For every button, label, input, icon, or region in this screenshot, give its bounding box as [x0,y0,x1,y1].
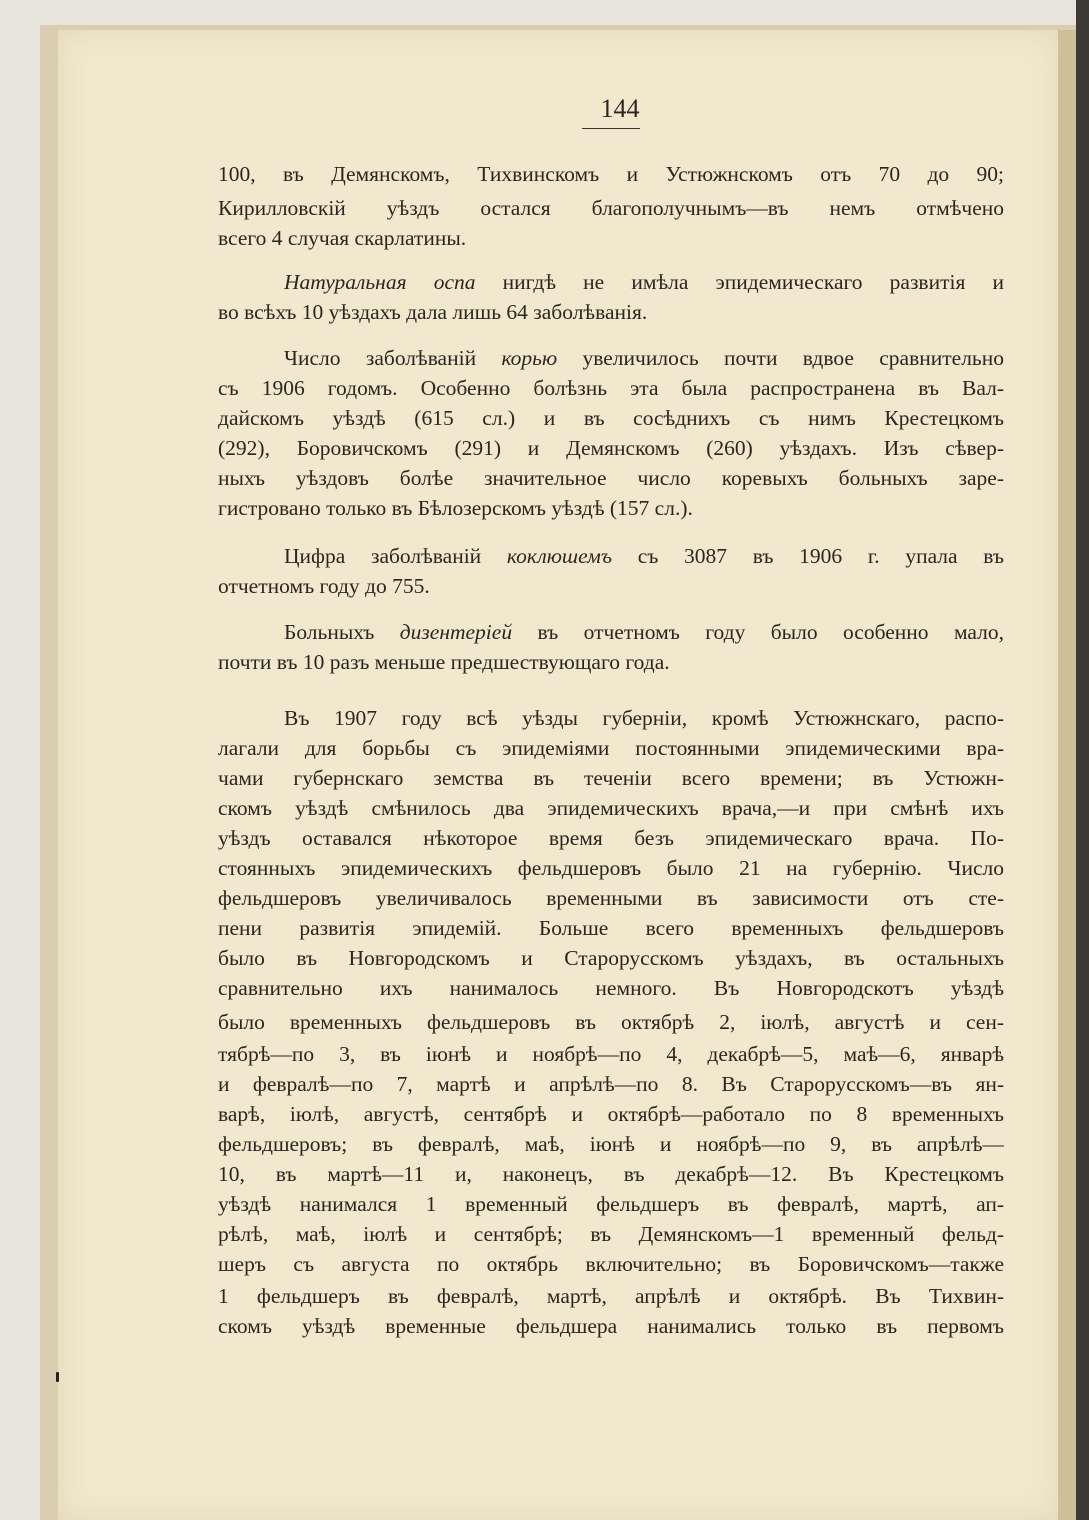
text-line: было временныхъ фельдшеровъ въ октябрѣ 2, іюлѣ, августѣ и сен- [218,1010,1004,1034]
text-line: стоянныхъ эпидемическихъ фельдшеровъ было 21 на губернію. Число [218,856,1004,880]
text-line: отчетномъ году до 755. [218,574,430,598]
text-line: пени развитія эпидемій. Больше всего временныхъ фельдшеровъ [218,916,1004,940]
book-binding [1076,0,1089,1520]
emphasis: дизентеріей [399,620,513,644]
text-line: Число заболѣваній корью увеличилось почти вдвое сравнительно [284,346,1004,370]
text-line: тябрѣ—по 3, въ іюнѣ и ноябрѣ—по 4, декабрѣ—5, маѣ—6, январѣ [218,1042,1004,1066]
text-line: лагали для борьбы съ эпидеміями постоянными эпидемическими вра- [218,736,1004,760]
page-number-rule [582,128,640,129]
emphasis: коклюшемъ [506,544,613,568]
text-line: рѣлѣ, маѣ, іюлѣ и сентябрѣ; въ Демянскомъ—1 временный фельд- [218,1222,1004,1246]
text-line: шеръ съ августа по октябрь включительно; въ Боровичскомъ—также [218,1252,1004,1276]
text-line: варѣ, іюлѣ, августѣ, сентябрѣ и октябрѣ—работало по 8 временныхъ [218,1102,1004,1126]
text-line: 1 фельдшеръ въ февралѣ, мартѣ, апрѣлѣ и октябрѣ. Въ Тихвин- [218,1284,1004,1308]
text-line: Въ 1907 году всѣ уѣзды губерніи, кромѣ Устюжнскаго, распо- [284,706,1004,730]
text-line: 100, въ Демянскомъ, Тихвинскомъ и Устюжнскомъ отъ 70 до 90; [218,162,1004,186]
text-line: было въ Новгородскомъ и Старорусскомъ уѣздахъ, въ остальныхъ [218,946,1004,970]
text-line: Натуральная оспа нигдѣ не имѣла эпидемическаго развитія и [284,270,1004,294]
text-line: уѣздъ оставался нѣкоторое время безъ эпидемическаго врача. По- [218,826,1004,850]
text-line: съ 1906 годомъ. Особенно болѣзнь эта была распространена въ Вал- [218,376,1004,400]
emphasis: Натуральная оспа [284,270,476,294]
text-line: Цифра заболѣваній коклюшемъ съ 3087 въ 1906 г. упала въ [284,544,1004,568]
text-line: чами губернскаго земства въ теченіи всего времени; въ Устюжн- [218,766,1004,790]
text-line: всего 4 случая скарлатины. [218,226,467,250]
text-line: фельдшеровъ; въ февралѣ, маѣ, іюнѣ и ноябрѣ—по 9, въ апрѣлѣ— [218,1132,1004,1156]
text-line: во всѣхъ 10 уѣздахъ дала лишь 64 заболѣванія. [218,300,648,324]
text-line: 10, въ мартѣ—11 и, наконецъ, въ декабрѣ—12. Въ Крестецкомъ [218,1162,1004,1186]
text-line: (292), Боровичскомъ (291) и Демянскомъ (260) уѣздахъ. Изъ сѣвер- [218,436,1004,460]
text-line: гистровано только въ Бѣлозерскомъ уѣздѣ (157 сл.). [218,496,693,520]
text-line: Кирилловскій уѣздъ остался благополучнымъ—въ немъ отмѣчено [218,196,1004,220]
text-line: Больныхъ дизентеріей въ отчетномъ году было особенно мало, [284,620,1004,644]
ink-speck [56,1372,59,1382]
text-line: дайскомъ уѣздѣ (615 сл.) и въ сосѣднихъ съ нимъ Крестецкомъ [218,406,1004,430]
text-line: ныхъ уѣздовъ болѣе значительное число коревыхъ больныхъ заре- [218,466,1004,490]
text-line: скомъ уѣздѣ временные фельдшера нанимались только въ первомъ [218,1314,1004,1338]
text-line: уѣздѣ нанимался 1 временный фельдшеръ въ февралѣ, мартѣ, ап- [218,1192,1004,1216]
page-number: 144 [600,94,640,123]
text-line: фельдшеровъ увеличивалось временными въ зависимости отъ сте- [218,886,1004,910]
text-line: сравнительно ихъ нанималось немного. Въ Новгородскотъ уѣздѣ [218,976,1004,1000]
text-line: скомъ уѣздѣ смѣнилось два эпидемическихъ врача,—и при смѣнѣ ихъ [218,796,1004,820]
emphasis: корью [501,346,558,370]
text-line: и февралѣ—по 7, мартѣ и апрѣлѣ—по 8. Въ Старорусскомъ—въ ян- [218,1072,1004,1096]
text-line: почти въ 10 разъ меньше предшествующаго года. [218,650,670,674]
